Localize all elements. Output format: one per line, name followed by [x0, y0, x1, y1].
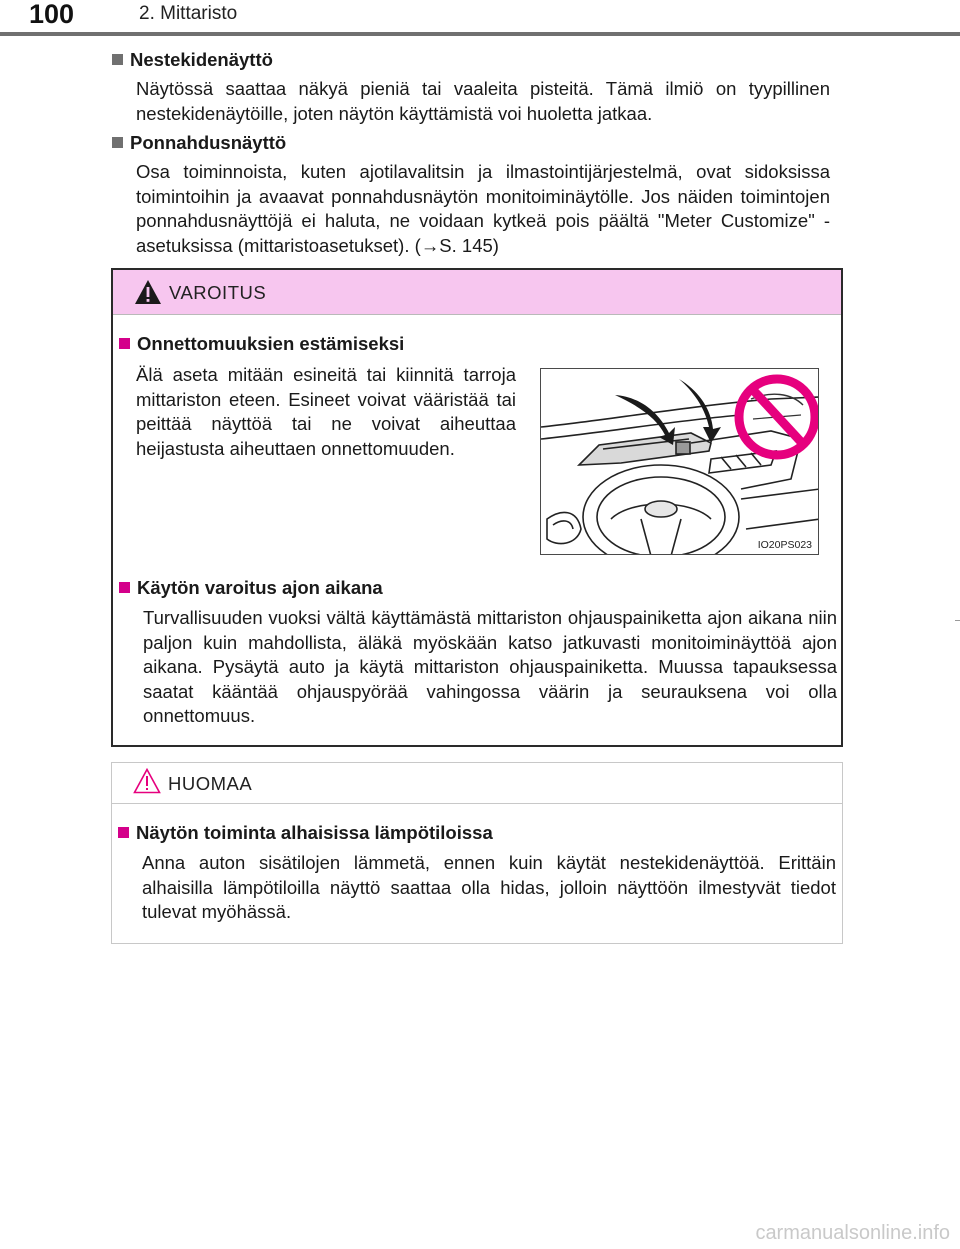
section-lcd	[112, 48, 830, 126]
watermark: carmanualsonline.info	[755, 1222, 950, 1244]
warning-item-body: Turvallisuuden vuoksi vältä käyttämästä mittariston ohjauspainiketta ajon aikana niin paljon kuin mahdollista, äläkä myöskään katso jatkuvasti monitoiminäyttöä ajon aikana. Pysäytä auto ja käytä mittariston ohjauspainiketta. Muussa tapauksessa saatat kääntää ohjauspyörää vahingossa väärin ja seurauksena voi olla onnettomuus.	[143, 607, 837, 726]
warning-item	[119, 576, 837, 729]
square-bullet-icon	[112, 137, 123, 148]
warning-item-body: Älä aseta mitään esineitä tai kiinnitä tarroja mittariston eteen. Esineet voivat vääristää tai peittää näyttöä tai ne voivat aiheuttaa heijastusta aiheuttaen onnettomuuden.	[136, 364, 516, 459]
warning-item-heading: Käytön varoitus ajon aikana	[119, 576, 837, 600]
section-body: Osa toiminnoista, kuten ajotilavalitsin ja ilmastointijärjestelmä, ovat sidoksissa toimintoihin ja avaavat ponnahdusnäytön monitoiminäytölle. Jos näiden toimintojen ponnahdusnäyttöjä ei haluta, ne voidaan kytkeä pois päältä "Meter Customize" -asetuksissa (mittaristoasetukset). (→S. 145)	[136, 161, 830, 256]
notice-item	[118, 821, 836, 925]
illustration-code: IO20PS023	[757, 539, 812, 551]
warning-header	[113, 270, 841, 315]
notice-item-heading: Näytön toiminta alhaisissa lämpötiloissa	[118, 821, 836, 845]
square-bullet-icon	[119, 338, 130, 349]
warning-triangle-icon	[134, 279, 162, 305]
header-rule	[0, 32, 960, 36]
notice-item-body: Anna auton sisätilojen lämmetä, ennen kuin käytät nestekidenäyttöä. Erittäin alhaisilla lämpötiloilla näyttö saattaa olla hidas, jolloin näyttöön ilmestyvät tiedot tulevat myöhässä.	[142, 852, 836, 922]
warning-item	[119, 332, 837, 356]
warning-item-heading: Onnettomuuksien estämiseksi	[119, 332, 837, 356]
notice-box	[111, 762, 843, 944]
square-bullet-icon	[119, 582, 130, 593]
prohibition-icon	[739, 379, 815, 455]
notice-label: HUOMAA	[168, 773, 253, 794]
square-bullet-icon	[112, 54, 123, 65]
edge-tick	[955, 620, 960, 621]
caution-triangle-icon	[133, 768, 161, 794]
dashboard-illustration	[540, 368, 819, 555]
warning-label: VAROITUS	[169, 282, 267, 303]
page-number: 100	[29, 0, 75, 29]
section-heading: Ponnahdusnäyttö	[112, 131, 830, 155]
section-body: Näytössä saattaa näkyä pieniä tai vaaleita pisteitä. Tämä ilmiö on tyypillinen nestekidenäytöille, joten näytön käyttämistä voi huoletta jatkaa.	[136, 78, 830, 124]
section-popup	[112, 131, 830, 258]
notice-header	[112, 763, 842, 804]
chapter-title: 2. Mittaristo	[139, 3, 238, 24]
square-bullet-icon	[118, 827, 129, 838]
dashboard-drawing	[541, 369, 819, 555]
section-heading: Nestekidenäyttö	[112, 48, 830, 72]
